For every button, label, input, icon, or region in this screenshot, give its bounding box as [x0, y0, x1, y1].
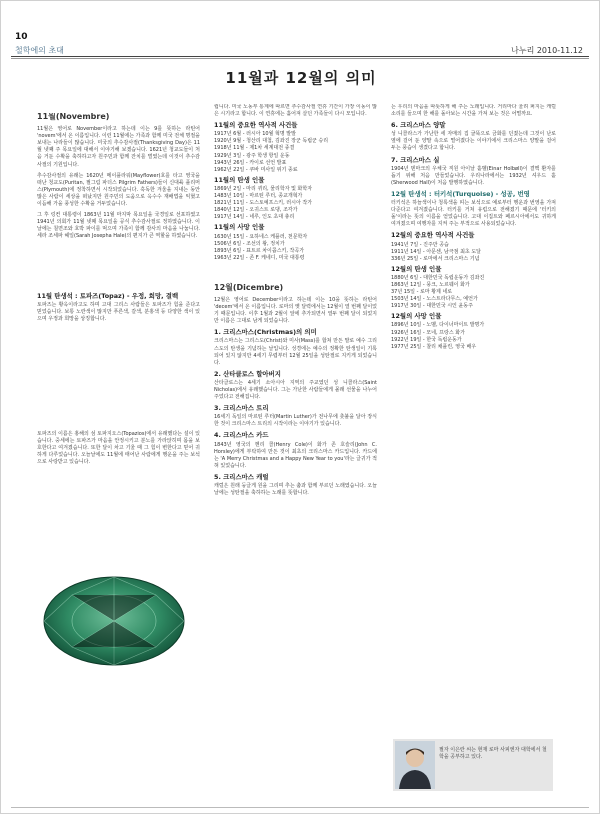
carol-paragraph: 캐럴은 원래 둥글게 원을 그리며 추는 춤과 함께 부르던 노래였습니다. 오늘날에는 성탄절을 축하하는 노래를 뜻합니다.: [214, 483, 377, 497]
list-item: 1893년 6일 - 표트르 차이콥스키, 작곡가: [214, 247, 305, 254]
list-item: 1977년 25일 - 찰리 채플린, 영국 배우: [391, 343, 477, 350]
column-3: [391, 104, 556, 804]
santa-paragraph: 산타클로스는 4세기 소아시아 지역의 주교였던 성 니콜라스(Saint Nicholas)에서 유래했습니다. 그는 가난한 사람들에게 몰래 선물을 나누어 주었다고 전해집니다.: [214, 379, 377, 401]
november-deaths-heading: 11월의 사망 인물: [214, 223, 265, 232]
december-births-heading: 12월의 탄생 인물: [391, 264, 442, 273]
header-rule-thin: [11, 58, 589, 59]
section-label: 철학에의 초대: [15, 46, 64, 55]
list-item: 1962년 22일 - 쿠바 미사일 위기 종료: [214, 166, 298, 173]
list-item: 1911년 14일 - 아문센, 남극점 최초 도달: [391, 248, 481, 255]
december-events-list: [391, 242, 556, 263]
christmas-heading: 1. 크리스마스(Christmas)의 의미: [214, 328, 317, 337]
november-births-list: [214, 186, 377, 221]
tree-heading: 3. 크리스마스 트리: [214, 404, 269, 413]
december-deaths-heading: 12월의 사망 인물: [391, 312, 442, 321]
tree-paragraph: 16세기 독일의 마르틴 루터(Martin Luther)가 전나무에 촛불을 달아 장식한 것이 크리스마스 트리의 시작이라는 이야기가 있습니다.: [214, 414, 377, 428]
november-birthstone-heading: 11월 탄생석 : 토파즈(Topaz) - 우정, 희망, 결백: [37, 291, 179, 300]
list-item: 1880년 6일 - 대한민국 독립운동가 김좌진: [391, 274, 485, 281]
december-heading: 12월(Dicembre): [214, 282, 284, 292]
page-number: 10: [15, 32, 28, 42]
list-item: 336년 25일 - 로마에서 크리스마스 기념: [391, 255, 480, 262]
santa-heading: 2. 산타클로스 할아버지: [214, 369, 281, 378]
footer-rule: [11, 807, 589, 808]
header-rule: [11, 56, 589, 57]
november-paragraph-2: 추수감사절의 유래는 1620년 메이플라워(Mayflower)호를 타고 영국을 떠난 청교도(Puritan, 필그림 파더스 Pilgrim Fathers)들이 신대륙 플리머스(Plymouth)에 정착하면서 시작되었습니다. 혹독한 겨울을 지내는 동안 많은 사람이 세상을 떠났지만 원주민의 도움으로 옥수수 재배법을 익혔고 이듬해 가을 풍성한 수확을 거두었습니다.: [37, 172, 200, 208]
november-heading: 11월(Novembre): [37, 113, 110, 121]
christmas-paragraph: 크리스마스는 그리스도(Christ)와 미사(Mass)를 합쳐 만든 말로 예수 그리스도의 탄생을 기념하는 날입니다. 성경에는 예수의 정확한 탄생일이 기록되어 있지 않지만 4세기 무렵부터 12월 25일을 성탄절로 지키게 되었습니다.: [214, 338, 377, 366]
list-item: 1630년 15일 - 요하네스 케플러, 천문학자: [214, 233, 308, 240]
list-item: 1920년 9월 - 청산리 대첩, 김좌진 장군 독립군 승리: [214, 138, 329, 145]
list-item: 37년 15일 - 로마 황제 네로: [391, 289, 453, 296]
list-item: 1941년 7일 - 진주만 공습: [391, 241, 449, 248]
list-item: 1896년 10일 - 노벨, 다이너마이트 발명가: [391, 322, 485, 329]
december-births-list: [391, 275, 556, 310]
column-1: [37, 113, 200, 803]
list-item: 1963년 22일 - 존 F. 케네디, 미국 대통령: [214, 254, 305, 261]
list-item: 1821년 11일 - 도스토예프스키, 러시아 작가: [214, 200, 313, 207]
list-item: 1503년 14일 - 노스트라다무스, 예언가: [391, 296, 478, 303]
seal-paragraph: 1904년 덴마크의 우체국 직원 아이날 홀벨(Einar Holbøll)이 결핵 환자를 돕기 위해 처음 만들었습니다. 우리나라에서는 1932년 셔우드 홀(Sherwood Hall)이 처음 발행하였습니다.: [391, 165, 556, 186]
november-births-heading: 11월의 탄생 인물: [214, 175, 265, 184]
column-3-lead: 는 우리의 마음을 따뜻하게 해 주는 노래입니다. 거리마다 울려 퍼지는 캐럴 소리를 들으며 한 해를 돌아보는 시간을 가져 보는 것은 어떨까요.: [391, 104, 556, 118]
column-2-lead: 립니다. 미국 노동부 통계에 따르면 추수감사절 연휴 기간이 가장 이동이 많은 시기라고 합니다. 이 연휴에는 흩어져 살던 가족들이 다시 모입니다.: [214, 104, 377, 118]
stocking-heading: 6. 크리스마스 양말: [391, 121, 446, 130]
december-deaths-list: [391, 322, 556, 350]
list-item: 1943년 26일 - 카이로 선언 발표: [214, 159, 287, 166]
list-item: 1926년 16일 - 모네, 프랑스 화가: [391, 329, 465, 336]
list-item: 1917년 6월 - 러시아 10월 혁명 발발: [214, 131, 296, 138]
issue-label: 나누리 2010-11.12: [511, 46, 583, 55]
november-events-list: [214, 131, 377, 174]
column-2: [214, 104, 377, 804]
list-item: 1869년 2일 - 마리 퀴리, 물리학자 및 화학자: [214, 185, 313, 192]
seal-heading: 7. 크리스마스 실: [391, 155, 440, 164]
carol-heading: 5. 크리스마스 캐럴: [214, 472, 269, 481]
list-item: 1929년 3일 - 광주 학생 항일 운동: [214, 152, 290, 159]
card-heading: 4. 크리스마스 카드: [214, 431, 269, 440]
december-events-heading: 12월의 중요한 역사적 사건들: [391, 231, 475, 240]
list-item: 1917년 14일 - 네루, 인도 초대 총리: [214, 214, 295, 221]
gem-spacer: [37, 327, 200, 431]
november-deaths-list: [214, 234, 377, 262]
list-item: 1918년 11월 - 제1차 세계대전 종결: [214, 145, 295, 152]
stocking-paragraph: 성 니콜라스가 가난한 세 자매의 집 굴뚝으로 금화를 던졌는데 그것이 난로 옆에 걸어 둔 양말 속으로 떨어졌다는 이야기에서 크리스마스 양말을 걸어 두는 풍습이 생겼다고 합니다.: [391, 131, 556, 152]
list-item: 1922년 19일 - 한국 독립운동가: [391, 336, 462, 343]
card-paragraph: 1843년 영국의 헨리 콜(Henry Cole)이 화가 존 호슬리(John C. Horsley)에게 부탁하여 만든 것이 최초의 크리스마스 카드입니다. 카드에는 'A Merry Christmas and a Happy New Year to you'라는 글귀가 적혀 있었습니다.: [214, 441, 377, 469]
december-birthstone-heading: 12월 탄생석 : 터키석(Turquoise) - 성공, 번영: [391, 189, 530, 198]
november-paragraph-3: 그 후 링컨 대통령이 1863년 11월 마지막 목요일을 국경일로 선포하였고 1941년 의회가 11월 넷째 목요일을 공식 추수감사절로 정하였습니다. 이 날에는 칠면조와 호박 파이를 먹으며 가족이 함께 감사의 마음을 나눕니다. 세라 조세파 헤일(Sarah Josepha Hale)의 편지가 큰 역할을 하였습니다.: [37, 212, 200, 240]
december-birthstone-paragraph: 터키석은 하늘색이나 청록색을 띠는 보석으로 예로부터 행운과 번영을 가져다준다고 여겨졌습니다. 터키를 거쳐 유럽으로 전해졌기 때문에 '터키의 돌'이라는 뜻의 이름을 얻었습니다. 고대 이집트와 페르시아에서도 귀하게 여겨졌으며 여행자를 지켜 주는 부적으로 사용되었습니다.: [391, 200, 556, 228]
list-item: 1483년 10일 - 마르틴 루터, 종교개혁가: [214, 193, 303, 200]
author-bio-box: [393, 739, 553, 791]
topaz-gem-image: [39, 573, 189, 669]
november-paragraph-1: 11월은 영어로 November이라고 하는데 이는 9를 뜻하는 라틴어 'novem'에서 온 이름입니다. 이런 11월에는 가족과 함께 미국 전체 명절을 보내는 나라들이 많습니다. 미국의 추수감사절(Thanksgiving Day)은 11월 넷째 주 목요일에 대해서 이야기해 보겠습니다. 1621년 청교도들이 처음 거둔 수확을 축하하고자 원주민과 함께 잔치를 벌였는데 이것이 추수감사절의 기원입니다.: [37, 126, 200, 168]
author-photo: [395, 741, 435, 789]
article-title: 11월과 12월의 의미: [225, 69, 377, 87]
november-birthstone-paragraph: 토파즈는 황옥이라고도 하며 고대 그리스 사람들은 토파즈가 힘을 준다고 믿었습니다. 보통 노란색이 많지만 푸른색, 갈색, 분홍색 등 다양한 색이 있으며 우정과 희망을 상징합니다.: [37, 301, 200, 322]
author-bio-text: 필자 이은란 씨는 현재 로마 사피엔자 대학에서 철학을 공부하고 있다.: [439, 747, 547, 760]
list-item: 1917년 30일 - 대한민국 시인 윤동주: [391, 303, 473, 310]
december-paragraph-1: 12월은 영어로 December이라고 하는데 이는 10을 뜻하는 라틴어 'decem'에서 온 이름입니다. 로마의 옛 달력에서는 12월이 열 번째 달이었기 때문입니다. 이후 1월과 2월이 앞에 추가되면서 열두 번째 달이 되었지만 이름은 그대로 남게 되었습니다.: [214, 296, 377, 325]
november-events-heading: 11월의 중요한 역사적 사건들: [214, 121, 298, 130]
list-item: 1506년 6일 - 조선의 왕, 정치가: [214, 240, 285, 247]
topaz-paragraph: 토파즈의 이름은 홍해의 섬 토파지오스(Topazios)에서 유래했다는 설이 있습니다. 중세에는 토파즈가 마음을 안정시키고 분노를 가라앉히며 몸을 보호한다고 여겨졌습니다. 또한 달이 차고 기울 때 그 힘이 변한다고 믿어 귀하게 다루었습니다. 오늘날에도 11월에 태어난 사람에게 행운을 주는 보석으로 사랑받고 있습니다.: [37, 430, 200, 466]
list-item: 1863년 12일 - 뭉크, 노르웨이 화가: [391, 281, 470, 288]
list-item: 1840년 12일 - 오귀스트 로댕, 조각가: [214, 207, 298, 214]
